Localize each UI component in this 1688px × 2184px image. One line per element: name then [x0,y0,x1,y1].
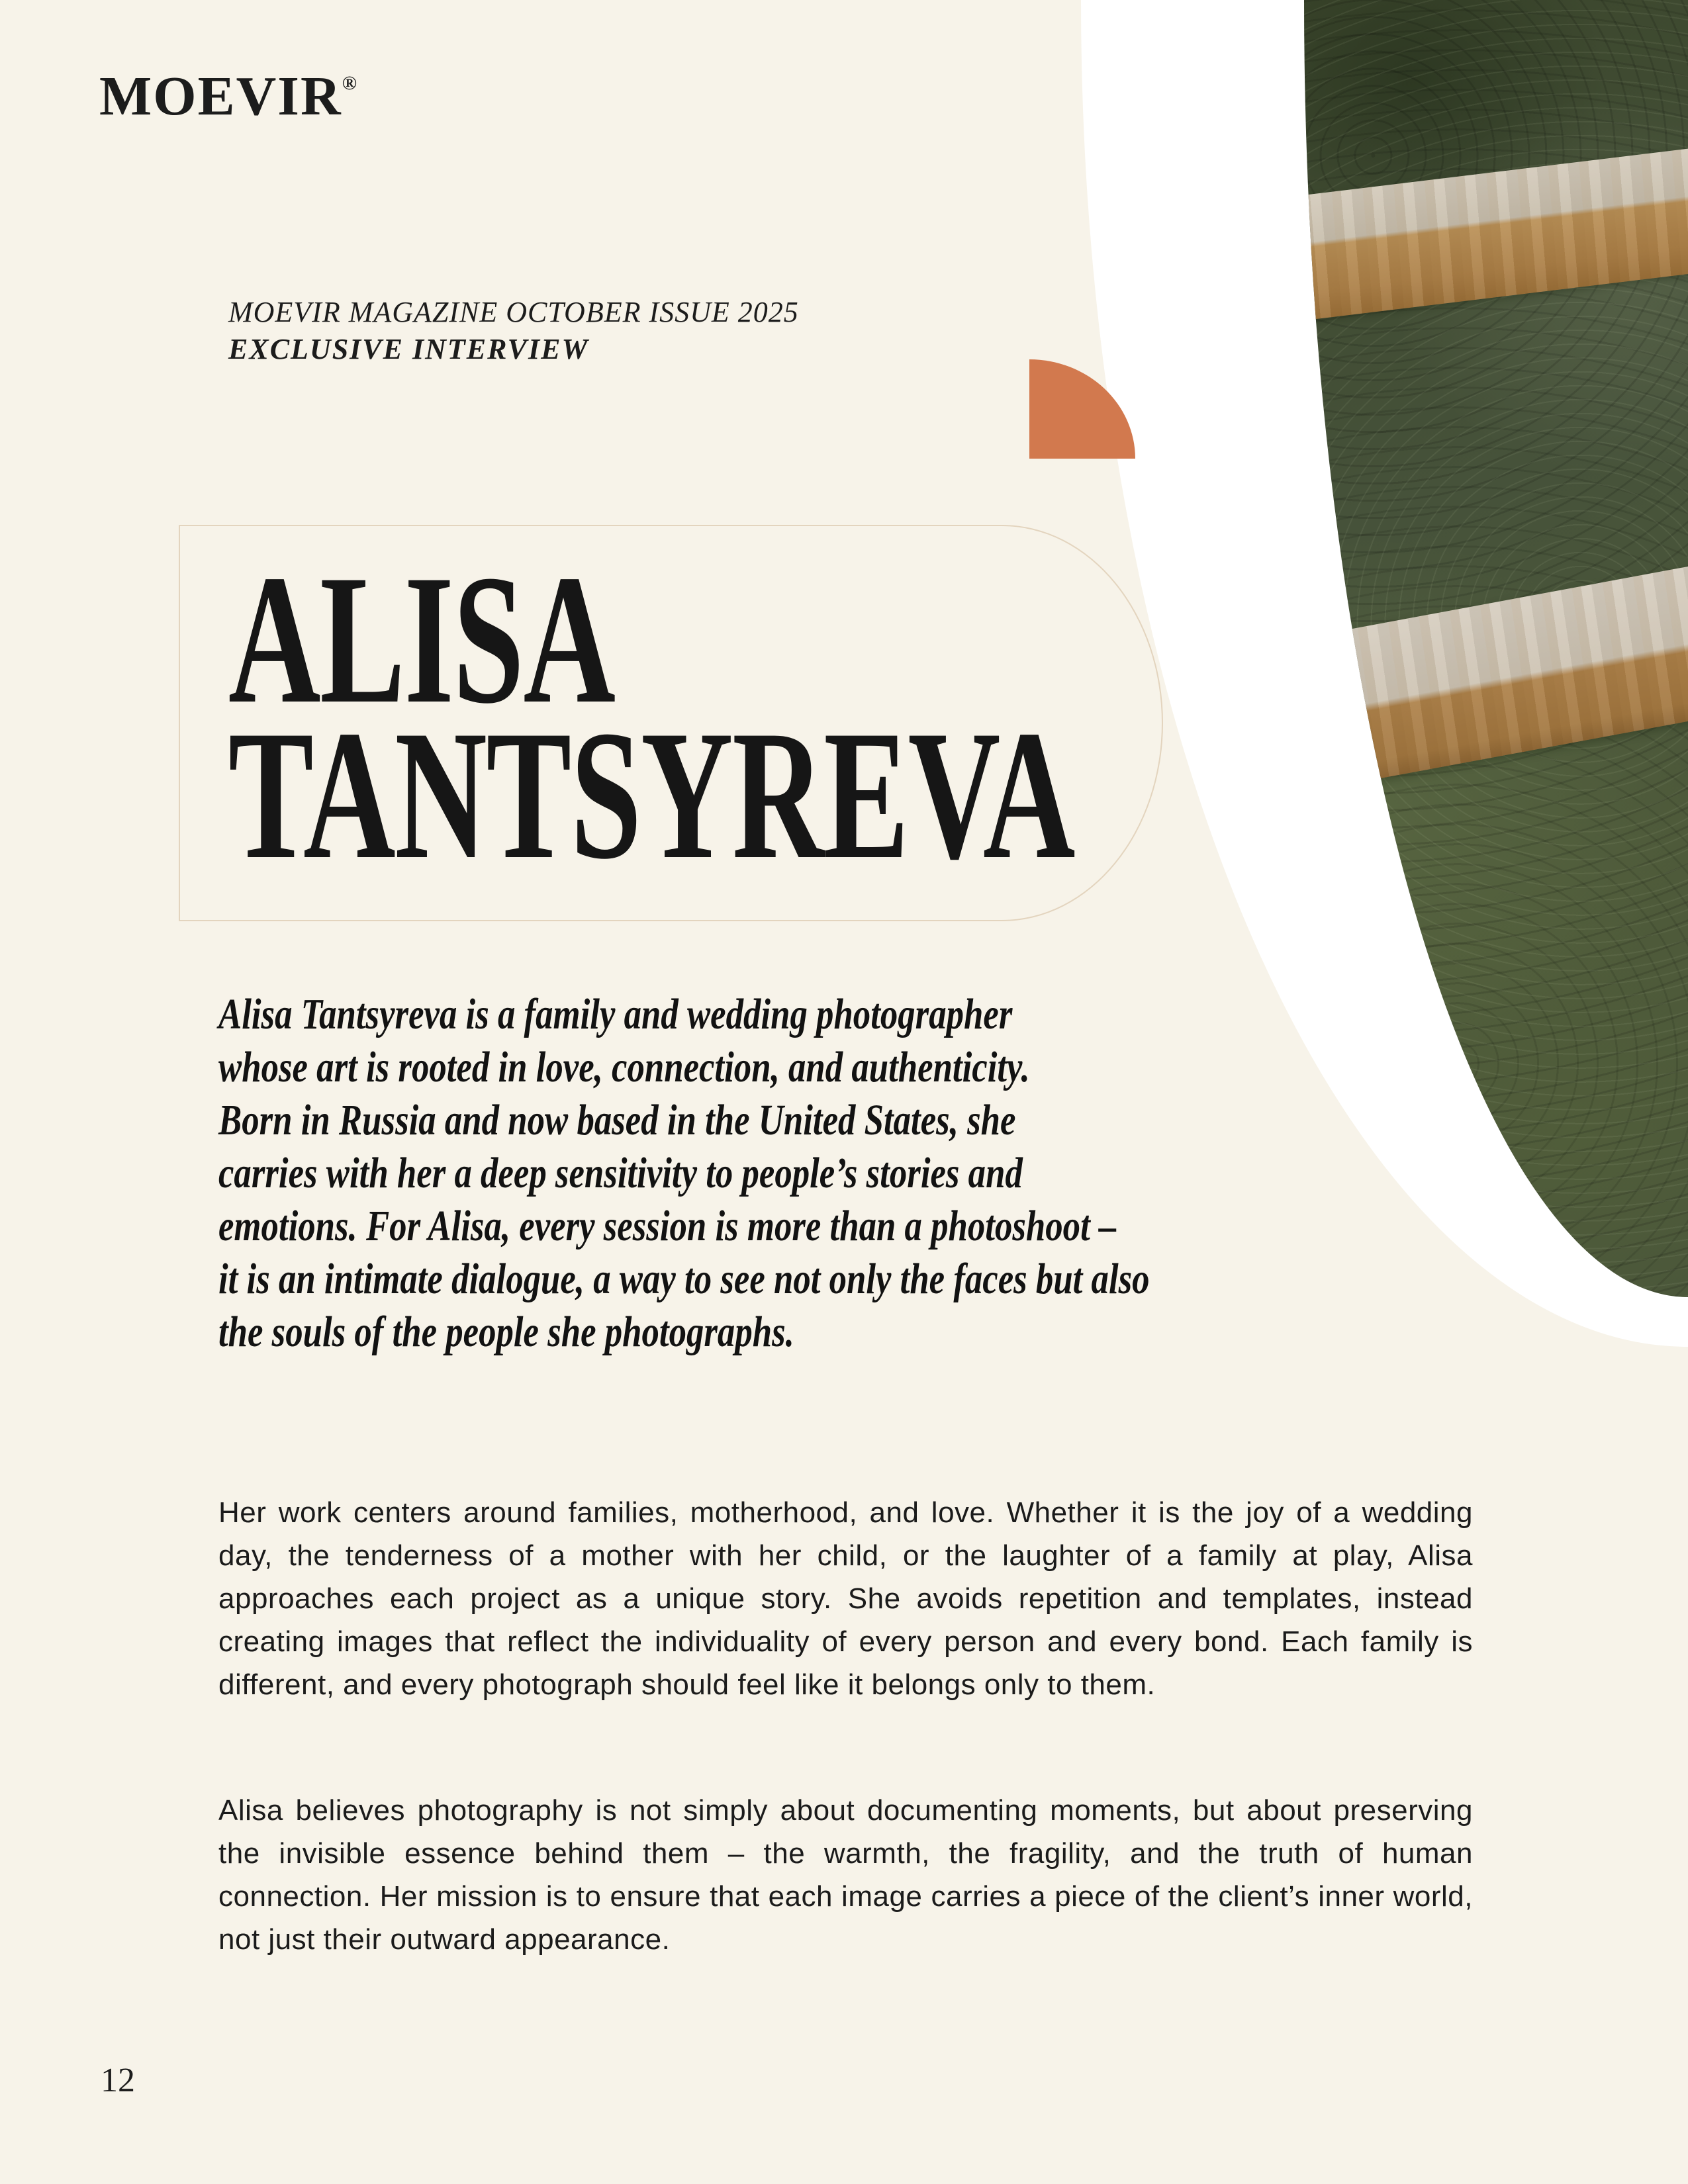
intro-line: Born in Russia and now based in the United States, she [218,1096,1016,1144]
intro-paragraph [218,988,1382,1359]
intro-line: it is an intimate dialogue, a way to see not only the faces but also [218,1255,1150,1303]
page-title-last-name: TANTSYREVA [228,692,1075,897]
intro-line: emotions. For Alisa, every session is more than a photoshoot – [218,1202,1117,1250]
issue-line: MOEVIR MAGAZINE OCTOBER ISSUE 2025 [228,296,799,328]
issue-kicker [228,294,799,368]
page-title-first-name: ALISA [228,536,615,742]
registered-trademark-symbol: ® [342,72,357,94]
page-number: 12 [101,2062,135,2099]
intro-line: Alisa Tantsyreva is a family and wedding photographer [218,990,1013,1038]
intro-line: the souls of the people she photographs. [218,1308,794,1356]
intro-line: carries with her a deep sensitivity to people’s stories and [218,1149,1023,1197]
body-paragraph-1: Her work centers around families, motherhood, and love. Whether it is the joy of a wedding day, the tenderness of a mother with her child, or the laughter of a family at play, Alisa approaches each project as a unique story. She avoids repetition and templates, instead creating images that reflect the individuality of every person and every bond. Each family is different, and every photograph should feel like it belongs only to them. [218,1496,1473,1701]
exclusive-interview-label: EXCLUSIVE INTERVIEW [228,333,589,365]
logo-text: MOEVIR [99,66,342,127]
magazine-logo [99,66,357,127]
intro-line: whose art is rooted in love, connection, and authenticity. [218,1043,1030,1091]
body-paragraph-2: Alisa believes photography is not simply about documenting moments, but about preserving the invisible essence behind them – the warmth, the fragility, and the truth of human connection. Her mission is to ensure that each image carries a piece of the client’s inner world, not just their outward appearance. [218,1794,1473,1956]
